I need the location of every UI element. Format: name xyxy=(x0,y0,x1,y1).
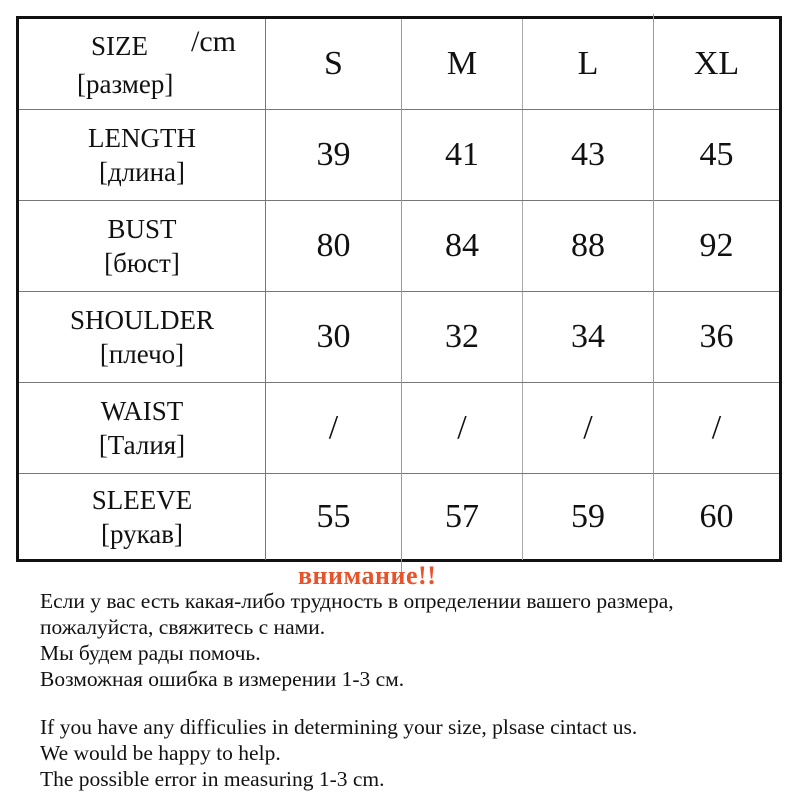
table-cell: / xyxy=(523,383,654,473)
size-label-ru: [размер] xyxy=(77,69,174,99)
row-label-cell xyxy=(19,292,266,382)
table-cell: 88 xyxy=(523,201,654,291)
column-header-xl: XL xyxy=(693,45,740,82)
row-label-cell xyxy=(19,474,266,560)
table-row-waist xyxy=(19,382,779,473)
table-cell: 57 xyxy=(402,474,523,560)
table-cell: / xyxy=(711,409,722,446)
note-en-line: If you have any difficulies in determining your size, plsase cintact us. xyxy=(40,715,638,739)
note-ru-line: Мы будем рады помочь. xyxy=(40,641,261,665)
column-guide-line xyxy=(653,14,654,556)
row-label-cell xyxy=(19,110,266,200)
column-header-m: M xyxy=(402,19,523,109)
row-label-cell xyxy=(19,383,266,473)
table-header-row xyxy=(19,19,779,109)
table-cell: 92 xyxy=(699,227,734,264)
table-cell: 30 xyxy=(266,292,402,382)
note-en-line: The possible error in measuring 1-3 cm. xyxy=(40,767,385,791)
row-label-ru: [плечо] xyxy=(99,339,185,369)
table-cell: 32 xyxy=(402,292,523,382)
table-cell: / xyxy=(402,383,523,473)
size-label: SIZE xyxy=(91,31,148,61)
row-label: LENGTH xyxy=(88,123,196,153)
header-label-cell xyxy=(19,19,266,109)
row-label-ru: [Талия] xyxy=(98,430,186,460)
row-label-ru: [длина] xyxy=(98,157,186,187)
row-label-ru: [рукав] xyxy=(100,519,184,549)
table-cell: 41 xyxy=(402,110,523,200)
row-label-cell xyxy=(19,201,266,291)
size-chart-table xyxy=(16,16,782,562)
table-cell: 59 xyxy=(523,474,654,560)
table-cell: 34 xyxy=(523,292,654,382)
row-label-ru: [бюст] xyxy=(104,248,180,278)
table-row-sleeve xyxy=(19,473,779,560)
table-cell: 43 xyxy=(523,110,654,200)
column-header-l: L xyxy=(523,19,654,109)
table-cell: / xyxy=(266,383,402,473)
row-label: SLEEVE xyxy=(91,485,193,515)
note-ru-line: Если у вас есть какая-либо трудность в определении вашего размера, xyxy=(40,589,674,613)
unit-label: /cm xyxy=(191,25,236,58)
table-row-length xyxy=(19,109,779,200)
row-label: SHOULDER xyxy=(69,305,214,335)
note-ru-line: пожалуйста, свяжитесь с нами. xyxy=(40,615,326,639)
table-row-shoulder xyxy=(19,291,779,382)
table-cell: 36 xyxy=(699,318,734,355)
table-cell: 60 xyxy=(699,498,734,535)
note-en-line: We would be happy to help. xyxy=(40,741,281,765)
attention-heading: внимание!! xyxy=(298,561,437,590)
row-label: WAIST xyxy=(100,396,184,426)
note-ru-line: Возможная ошибка в измерении 1-3 см. xyxy=(40,667,405,691)
table-row-bust xyxy=(19,200,779,291)
table-cell: 45 xyxy=(699,136,734,173)
table-cell: 80 xyxy=(266,201,402,291)
table-cell: 84 xyxy=(402,201,523,291)
column-header-s: S xyxy=(266,19,402,109)
table-cell: 55 xyxy=(266,474,402,560)
row-label: BUST xyxy=(107,214,177,244)
table-cell: 39 xyxy=(266,110,402,200)
column-guide-line xyxy=(401,20,402,584)
